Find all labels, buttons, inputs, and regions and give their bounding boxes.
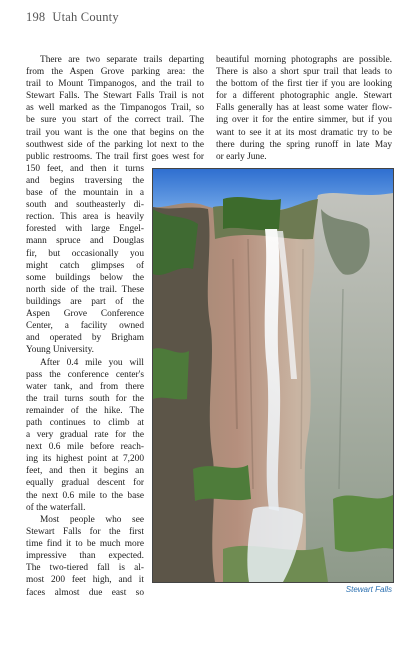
waterfall-photo [152, 168, 394, 583]
page-number: 198 [26, 10, 46, 24]
running-header [26, 10, 119, 25]
running-title: Utah County [52, 10, 119, 24]
paragraph-falls-description: Most people who see Stewart Falls for the first time find it to be much more impressive than expected. The two-tiered fall is al- most 200 feet high, and it faces almost due east so [26, 515, 144, 598]
photo-caption: Stewart Falls [345, 585, 392, 594]
paragraph-route: After 0.4 mile you will pass the conference center's water tank, and from there the trail turns south for the remainder of the hike. The path continues to climb at a very gradual rate for the next 0.6 mile before reach- ing its highest point at 7,200 feet, and then it begins an equally gradual descent for the next 0.6 mile to the base of the waterfall. [26, 357, 144, 513]
paragraph-trail-intro-continued: 150 feet, and then it turns and begins traversing the base of the mountain in a south and southeasterly di- rection. This area is heavily forested with large Engel- mann spruce and Douglas fir, but occasionally you might catch glimpses of some buildings below the north side of the trail. These buildings are part of the Aspen Grove Conference Center, a facility owned and operated by Brigham Young University. [26, 163, 144, 356]
paragraph-photography-tips: beautiful morning photographs are possible. There is also a short spur trail that leads to the bottom of the first tier if you are looking for a different photographic angle. Stewart Falls generally has at least some water flow- ing over it for the entire simmer, but if you want to see it at its most dramatic try to be there during the spring runoff in late May or early June. [216, 55, 392, 162]
paragraph-trail-intro: There are two separate trails departing from the Aspen Grove parking area: the trail to Mount Timpanogos, and the trail to Stewart Falls. The Stewart Falls Trail is not as well marked as the Timpanogos Trail, so be sure you start of the correct trail. The trail you want is the one that begins on the southwest side of the parking lot next to the public restrooms. The trail first goes west for [26, 55, 204, 162]
